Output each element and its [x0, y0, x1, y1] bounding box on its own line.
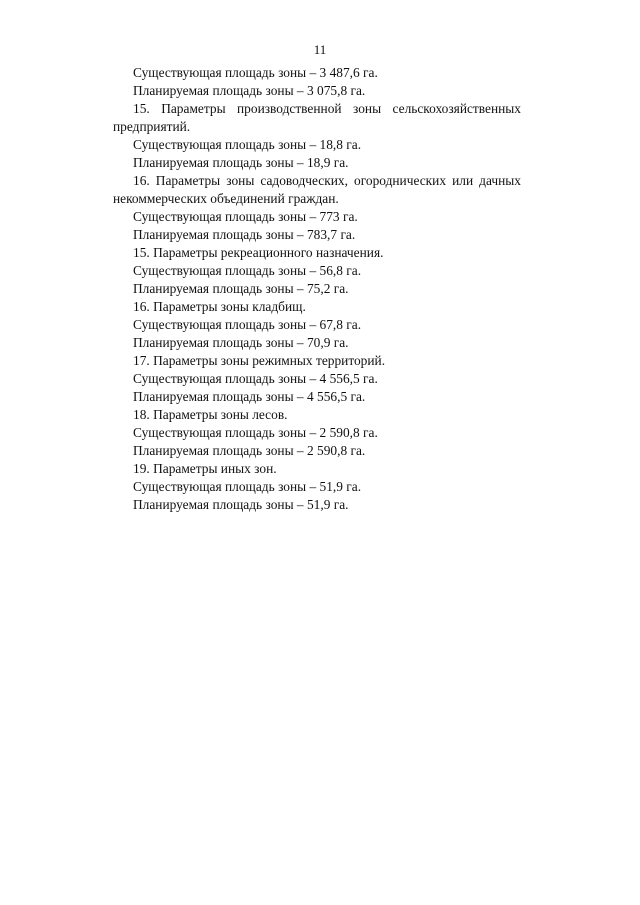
- section-heading-recreation: 15. Параметры рекреационного назначения.: [133, 245, 384, 260]
- document-body: [113, 64, 521, 514]
- section-heading-restricted-territories: 17. Параметры зоны режимных территорий.: [133, 353, 386, 368]
- planned-area-line: Планируемая площадь зоны – 3 075,8 га.: [133, 83, 366, 98]
- existing-area-line: Существующая площадь зоны – 4 556,5 га.: [133, 371, 378, 386]
- planned-area-line: Планируемая площадь зоны – 18,9 га.: [133, 155, 349, 170]
- planned-area-line: Планируемая площадь зоны – 51,9 га.: [133, 497, 349, 512]
- section-heading-forests: 18. Параметры зоны лесов.: [133, 407, 288, 422]
- planned-area-line: Планируемая площадь зоны – 2 590,8 га.: [133, 443, 366, 458]
- existing-area-line: Существующая площадь зоны – 51,9 га.: [133, 479, 362, 494]
- section-heading-other-zones: 19. Параметры иных зон.: [133, 461, 277, 476]
- planned-area-line: Планируемая площадь зоны – 783,7 га.: [133, 227, 356, 242]
- existing-area-line: Существующая площадь зоны – 3 487,6 га.: [133, 65, 378, 80]
- existing-area-line: Существующая площадь зоны – 18,8 га.: [133, 137, 362, 152]
- section-heading-industrial-agri: 15. Параметры производственной зоны сельскохозяйственных предприятий.: [113, 101, 521, 134]
- planned-area-line: Планируемая площадь зоны – 75,2 га.: [133, 281, 349, 296]
- planned-area-line: Планируемая площадь зоны – 70,9 га.: [133, 335, 349, 350]
- section-heading-garden-associations: 16. Параметры зоны садоводческих, огороднических или дачных некоммерческих объединений граждан.: [113, 173, 521, 206]
- page-number: 11: [313, 42, 327, 57]
- planned-area-line: Планируемая площадь зоны – 4 556,5 га.: [133, 389, 366, 404]
- existing-area-line: Существующая площадь зоны – 56,8 га.: [133, 263, 362, 278]
- section-heading-cemeteries: 16. Параметры зоны кладбищ.: [133, 299, 306, 314]
- existing-area-line: Существующая площадь зоны – 67,8 га.: [133, 317, 362, 332]
- existing-area-line: Существующая площадь зоны – 773 га.: [133, 209, 358, 224]
- existing-area-line: Существующая площадь зоны – 2 590,8 га.: [133, 425, 378, 440]
